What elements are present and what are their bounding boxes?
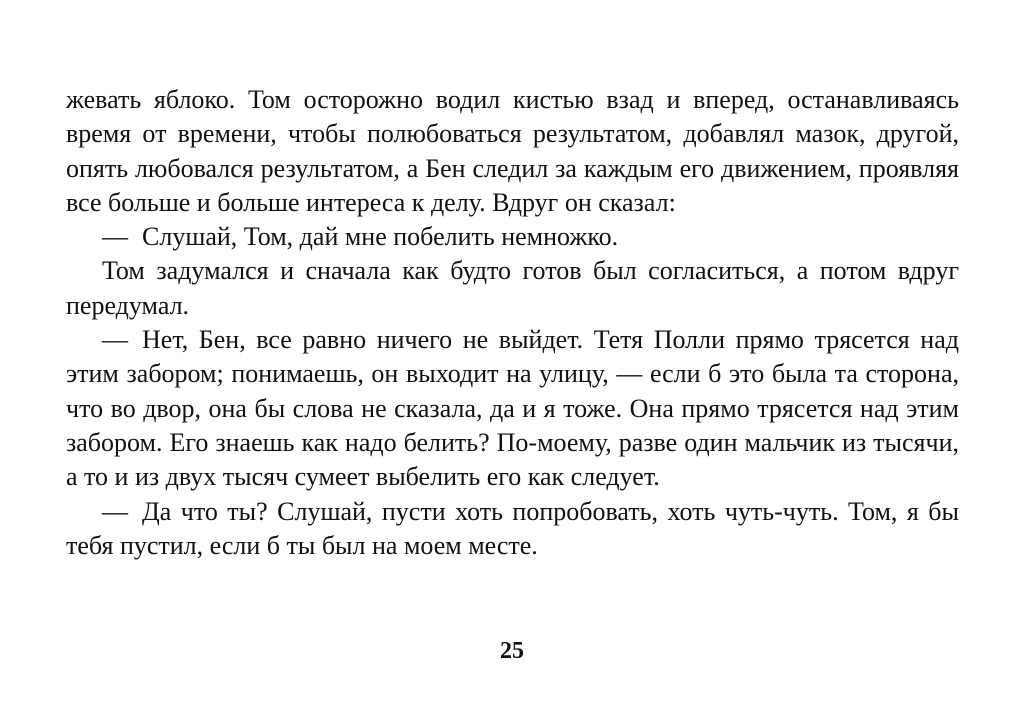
paragraph-text: жевать яблоко. Том осторожно водил кистью взад и вперед, останавливаясь время от времени, чтобы полюбоваться результатом, добавлял мазок, другой, опять любовался результатом, а Бен следил за каждым его движением, проявляя все больше и больше интереса к делу. Вдруг он сказал: (66, 85, 959, 217)
dialogue-text: Слушай, Том, дай мне побелить немножко. (142, 222, 619, 252)
dialogue-line (66, 323, 959, 494)
paragraph-narration (66, 254, 959, 323)
em-dash: — (102, 496, 128, 526)
paragraph-text: Том задумался и сначала как будто готов был согласиться, а потом вдруг передумал. (66, 256, 959, 320)
em-dash: — (102, 222, 128, 252)
page-number: 25 (500, 638, 524, 664)
dialogue-text: Нет, Бен, все равно ничего не выйдет. Тетя Полли прямо трясется над этим забором; понимаешь, он выходит на улицу, — если б это была та сторона, что во двор, она бы слова не сказала, да и я тоже. Она прямо трясется над этим забором. Его знаешь как надо белить? По-моему, разве один мальчик из тысячи, а то и из двух тысяч сумеет выбелить его как следует. (66, 325, 959, 492)
em-dash: — (102, 325, 128, 355)
paragraph-continuation (66, 83, 959, 220)
page-body (66, 83, 959, 563)
dialogue-line (66, 220, 959, 254)
dialogue-line (66, 495, 959, 564)
dialogue-text: Да что ты? Слушай, пусти хоть попробовать, хоть чуть-чуть. Том, я бы тебя пустил, если б ты был на моем месте. (66, 496, 959, 560)
